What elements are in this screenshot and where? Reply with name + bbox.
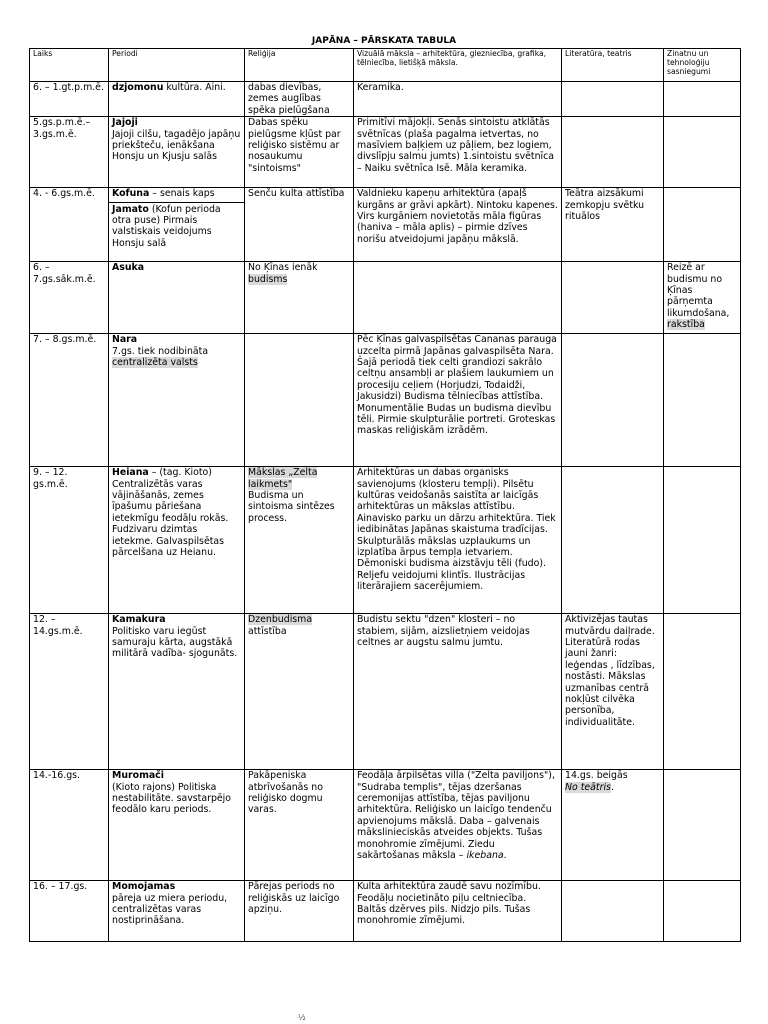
literature-text: 14.gs. beigās [565, 770, 628, 782]
religion-cell: Dabas spēku pielūgsme kļūst par reliģisko sistēmu ar nosaukumu "sintoisms" [245, 117, 354, 188]
art-cell: Valdnieku kapeņu arhitektūra (apaļš kurgāns ar grāvi apkārt). Nintoku kapenes. Virs kurgāniem novietotās māla figūras (haniva – māla aplis) – pirmie dzīves norišu atveidojumi japāņu mākslā. [354, 188, 562, 262]
period-name: Momojamas [112, 881, 176, 893]
header-row [30, 49, 741, 82]
header-time: Laiks [30, 49, 109, 82]
period-cell [109, 117, 245, 188]
art-cell: Primitīvi mājokļi. Senās sintoistu atklātās svētnīcas (plaša pagalma ietvertas, no masīviem baļķiem uz pāļiem, bez logiem, divslīpju salmu jumts) 1.sintoistu svētnīca – Naiku svētnīca Isē. Māla keramika. [354, 117, 562, 188]
period-cell [109, 262, 245, 334]
science-cell [664, 881, 741, 942]
time-cell: 4. - 6.gs.m.ē. [30, 188, 109, 262]
time-cell: 14.-16.gs. [30, 770, 109, 881]
art-cell: Keramika. [354, 82, 562, 117]
art-text: Feodāļa ārpilsētas villa ("Zelta paviljons"), "Sudraba templis", tējas dzeršanas ceremonijas attīstība, tējas paviljonu arhitektūra. Reliģisko un laicīgo tendenču apvienojums mākslā. Daba – galvenais mākslinieciskās atveides objekts. Tušas monohromie zīmējumi. Ziedu sakārtošanas māksla – [357, 770, 555, 862]
religion-cell [245, 614, 354, 770]
art-cell: Pēc Ķīnas galvaspilsētas Čananas parauga uzcelta pirmā Japānas galvaspilsēta Nara. Šajā periodā tiek celti grandiozi sakrālo celtņu ansambļi ar plašiem laukumiem un procesiju ceļiem (Horjudzi, Todaidži, Jakusidzi) Budisma tēlniecības attīstība. Monumentālie Budas un budisma dievību tēli. Pirmie skulpturālie portreti. Groteskas maskas reliģiskām izrādēm. [354, 334, 562, 467]
religion-highlight: Mākslas „Zelta laikmets" [248, 467, 318, 490]
table-row [30, 117, 741, 188]
period-name: Heiana [112, 467, 149, 479]
art-italic-term: ikebana [466, 850, 504, 862]
table-row [30, 188, 741, 262]
science-cell [664, 614, 741, 770]
literature-cell [562, 117, 664, 188]
period-name: Muromači [112, 770, 164, 782]
time-cell: 6. – 7.gs.sāk.m.ē. [30, 262, 109, 334]
art-cell: Kulta arhitektūra zaudē savu nozīmību. Feodāļu nocietināto piļu celtniecība. Baltās dzērves pils. Nidzjo pils. Tušas monohromie zīmējumi. [354, 881, 562, 942]
period-name: dzjomonu [112, 82, 164, 93]
period-cell [109, 467, 245, 614]
religion-text: attīstība [248, 625, 287, 637]
page-mark: ¹⁄₂ [298, 1013, 306, 1022]
literature-cell [562, 262, 664, 334]
period-text: pāreja uz miera periodu, centralizētas varas nostiprināšana. [112, 892, 228, 927]
religion-text: No Ķīnas ienāk [248, 262, 318, 274]
overview-table [29, 48, 741, 942]
period-cell [109, 82, 245, 117]
period-text: (Kioto rajons) Politiska nestabilitāte. savstarpējo feodālo karu periods. [112, 781, 232, 816]
time-cell: 9. – 12. gs.m.ē. [30, 467, 109, 614]
science-highlight: rakstība [667, 319, 705, 331]
period-cell [109, 770, 245, 881]
science-cell [664, 188, 741, 262]
time-cell: 5.gs.p.m.ē.– 3.gs.m.ē. [30, 117, 109, 188]
religion-cell: Pakāpeniska atbrīvošanās no reliģisko dogmu varas. [245, 770, 354, 881]
religion-cell: Pārejas periods no reliģiskās uz laicīgo apziņu. [245, 881, 354, 942]
document-title: JAPĀNA – PĀRSKATA TABULA [311, 36, 457, 46]
header-science: Zinatnu un tehnoloģiju sasniegumi [664, 49, 741, 82]
period-cell [109, 188, 245, 262]
religion-highlight: budisms [248, 273, 288, 285]
literature-cell: 14.gs. beigās No teātris. [562, 770, 664, 881]
period-text: 7.gs. tiek nodibināta [112, 345, 209, 357]
table-row [30, 82, 741, 117]
time-cell: 7. – 8.gs.m.ē. [30, 334, 109, 467]
literature-cell [562, 467, 664, 614]
religion-cell [245, 467, 354, 614]
literature-cell: Teātra aizsākumi zemkopju svētku rituālos [562, 188, 664, 262]
religion-cell [245, 334, 354, 467]
table-row [30, 770, 741, 881]
literature-highlight: No teātris [565, 781, 611, 793]
science-cell [664, 334, 741, 467]
religion-highlight: Dzenbudisma [248, 614, 313, 626]
period-name-secondary: Jamato [112, 203, 149, 215]
literature-cell [562, 881, 664, 942]
art-cell: Arhitektūras un dabas organisks savienojums (klosteru tempļi). Pilsētu kultūras veidošanās saistīta ar laicīgās arhitektūras un mākslas attīstību. Ainavisko parku un dārzu arhitektūra. Tiek iedibinātas Japānas skaistuma tradīcijas. Skulpturālās mākslas uzplaukums un izplatība ārpus tempļa ietvariem. Dēmoniski budisma aizstāvju tēli (fudo). Reljefu veidojumi klintīs. Ilustrācijas literārajiem sacerējumiem. [354, 467, 562, 614]
science-cell [664, 262, 741, 334]
table-row [30, 614, 741, 770]
religion-cell: dabas dievības, zemes auglības spēka pielūgšana [245, 82, 354, 117]
religion-cell [245, 262, 354, 334]
header-literature: Literatūra, teatris [562, 49, 664, 82]
period-text: – (tag. Kioto) Centralizētās varas vājināšanās, zemes īpašumu pāriešana ietekmīgu feodāļu rokās. Fudzivaru dzimtas ietekme. Galvaspilsētas pārcelšana uz Heianu. [112, 467, 229, 559]
science-cell [664, 117, 741, 188]
literature-cell [562, 334, 664, 467]
period-name: Nara [112, 334, 138, 346]
period-highlight: centralizēta valsts [112, 357, 198, 369]
literature-cell: Aktivizējas tautas mutvārdu daiļrade. Literatūrā rodas jauni žanri: leģendas , līdzības, nostāsti. Mākslas uzmanības centrā nokļūst cilvēka personība, individualitāte. [562, 614, 664, 770]
period-name: Kofuna [112, 188, 150, 200]
period-name: Kamakura [112, 614, 166, 626]
table-row [30, 262, 741, 334]
table-row [30, 334, 741, 467]
period-cell [109, 334, 245, 467]
art-cell: Budistu sektu "dzen" klosteri – no stabiem, sijām, aizslietņiem veidojas celtnes ar augstu salmu jumtu. [354, 614, 562, 770]
science-text: Reizē ar budismu no Ķīnas pārņemta likumdošana, [667, 262, 730, 319]
period-cell [109, 614, 245, 770]
art-cell: Feodāļa ārpilsētas villa ("Zelta paviljons"), "Sudraba templis", tējas dzeršanas ceremonijas attīstība, tējas paviljonu arhitektūra. Reliģisko un laicīgo tendenču apvienojums mākslā. Daba – galvenais mākslinieciskās atveides objekts. Tušas monohromie zīmējumi. Ziedu sakārtošanas māksla – ikebana. [354, 770, 562, 881]
period-subcell [109, 202, 244, 250]
period-name: Asuka [112, 262, 145, 274]
time-cell: 12. – 14.gs.m.ē. [30, 614, 109, 770]
table-row [30, 881, 741, 942]
header-art: Vizuālā māksla – arhitektūra, glezniecība, grafika, tēlniecība, lietišķā māksla. [354, 49, 562, 82]
science-cell [664, 82, 741, 117]
art-cell [354, 262, 562, 334]
period-cell [109, 881, 245, 942]
religion-text: Budisma un sintoisma sintēzes process. [248, 490, 335, 524]
header-period: Periodi [109, 49, 245, 82]
header-religion: Reliģija [245, 49, 354, 82]
literature-cell [562, 82, 664, 117]
time-cell: 16. – 17.gs. [30, 881, 109, 942]
period-text: kultūra. Aini. [163, 82, 226, 93]
period-text: Politisko varu iegūst samuraju kārta, augstākā militārā vadība- sjogunāts. [112, 625, 238, 660]
period-text-secondary: (Kofun perioda otra puse) Pirmais valstiskais veidojums Honsju salā [112, 203, 221, 249]
table-row [30, 467, 741, 614]
period-text: Jajoji cilšu, tagadējo japāņu priekšteču, ienākšana Honsju un Kjusju salās [112, 128, 241, 163]
period-text: – senais kaps [149, 188, 215, 200]
time-cell: 6. – 1.gt.p.m.ē. [30, 82, 109, 117]
science-cell [664, 467, 741, 614]
science-cell [664, 770, 741, 881]
religion-cell: Senču kulta attīstība [245, 188, 354, 262]
period-name: Jajoji [112, 117, 138, 129]
